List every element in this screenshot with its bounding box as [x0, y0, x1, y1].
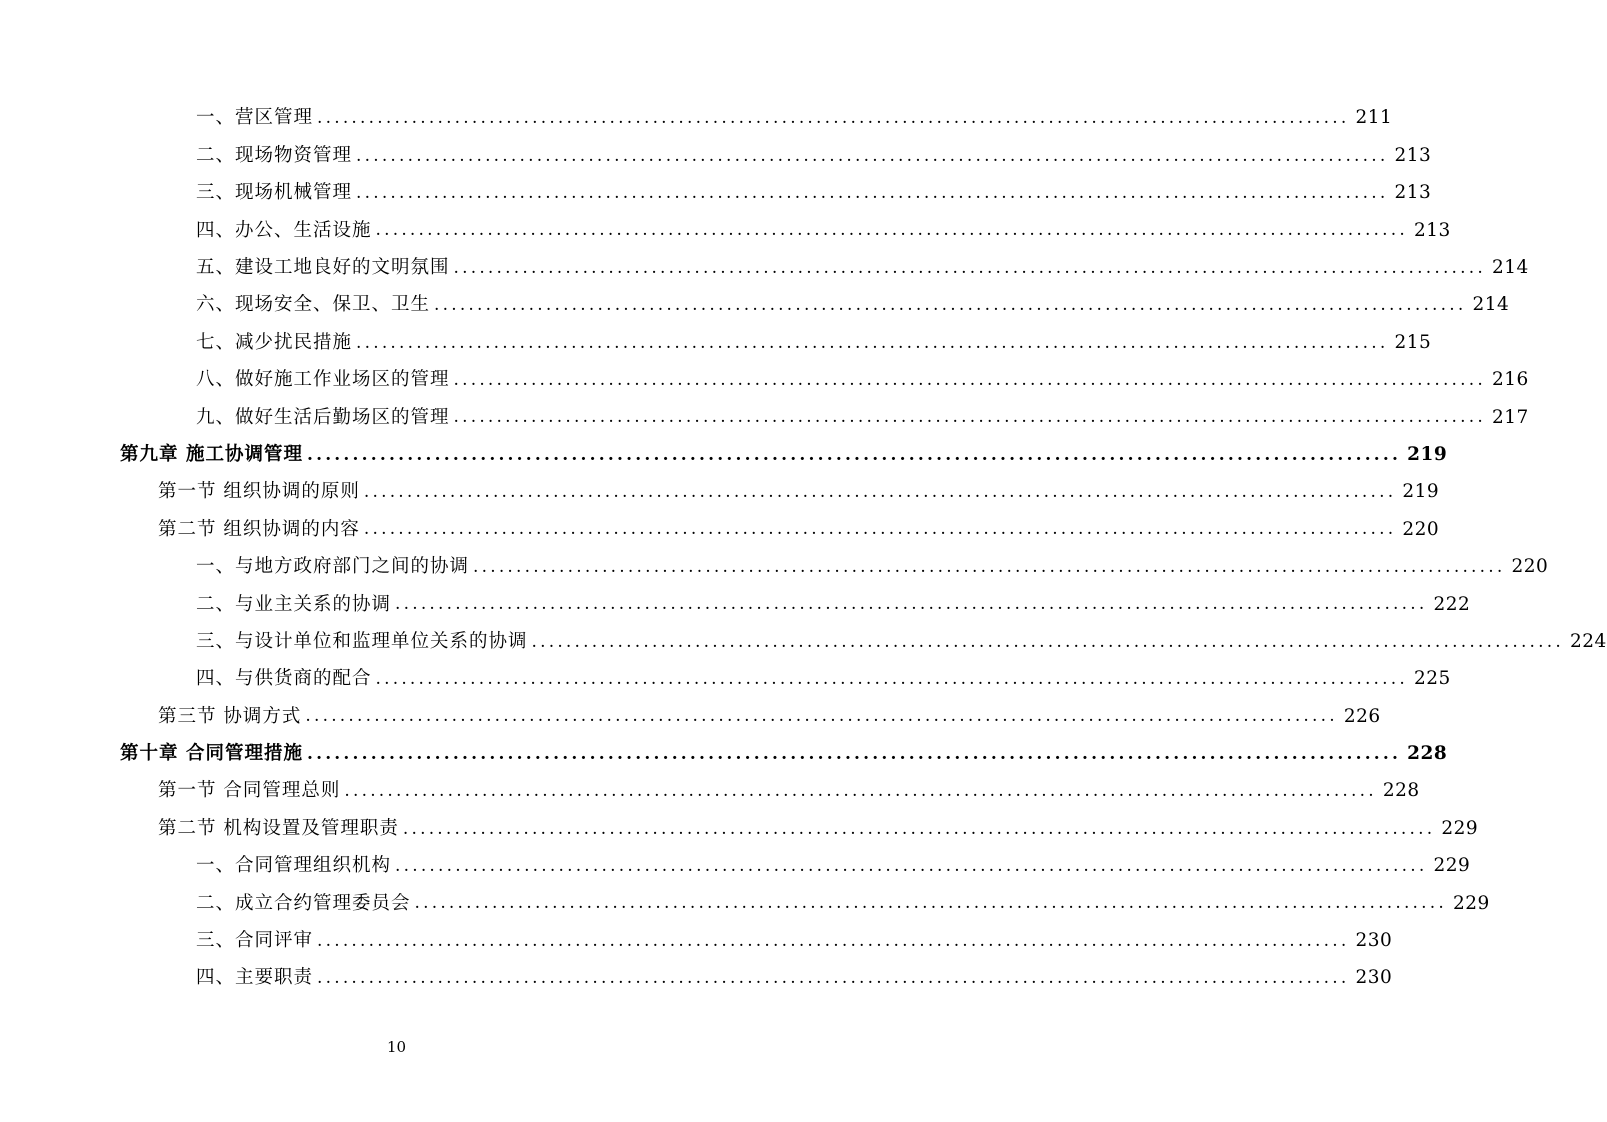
toc-chapter-entry[interactable]	[0, 736, 1448, 773]
toc-entry-page: 220	[1511, 556, 1549, 578]
toc-section-entry[interactable]	[0, 810, 1479, 847]
toc-leader-dots: ........................................................................................................................	[306, 743, 1402, 764]
toc-entry-title: 三、合同评审	[196, 930, 314, 952]
toc-section-entry[interactable]	[0, 511, 1440, 548]
toc-entry[interactable]	[0, 362, 1529, 399]
page-number: 10	[386, 1038, 407, 1056]
toc-entry-page: 222	[1433, 593, 1471, 615]
toc-entry-title: 七、减少扰民措施	[196, 331, 353, 353]
toc-section-entry[interactable]	[0, 698, 1381, 735]
toc-chapter-entry[interactable]	[0, 437, 1448, 474]
toc-leader-dots: ........................................................................................................................	[453, 369, 1486, 390]
toc-entry[interactable]	[0, 100, 1393, 137]
toc-leader-dots: ........................................................................................................................	[473, 556, 1506, 577]
toc-section-entry[interactable]	[0, 773, 1420, 810]
toc-entry[interactable]	[0, 586, 1471, 623]
toc-entry[interactable]	[0, 549, 1549, 586]
toc-leader-dots: ........................................................................................................................	[453, 257, 1486, 278]
toc-entry-page: 229	[1433, 855, 1471, 877]
toc-entry-page: 229	[1452, 892, 1490, 914]
toc-entry-page: 230	[1355, 930, 1393, 952]
toc-entry-title: 一、营区管理	[196, 107, 314, 129]
toc-leader-dots: ........................................................................................................................	[395, 594, 1428, 615]
toc-entry-title: 二、与业主关系的协调	[196, 593, 392, 615]
toc-entry-title: 三、现场机械管理	[196, 182, 353, 204]
toc-leader-dots: ........................................................................................................................	[344, 781, 1377, 802]
toc-entry-title: 三、与设计单位和监理单位关系的协调	[196, 630, 528, 652]
toc-entry-title: 第二节 组织协调的内容	[158, 518, 360, 540]
toc-entry-page: 217	[1491, 406, 1529, 428]
toc-entry[interactable]	[0, 923, 1393, 960]
toc-entry-page: 213	[1394, 144, 1432, 166]
toc-entry[interactable]	[0, 399, 1529, 436]
toc-entry-page: 214	[1491, 257, 1529, 278]
toc-entry-title: 第九章 施工协调管理	[120, 443, 303, 465]
toc-leader-dots: ........................................................................................................................	[375, 669, 1408, 690]
toc-entry-title: 四、与供货商的配合	[196, 668, 372, 690]
toc-leader-dots: ........................................................................................................................	[356, 145, 1389, 166]
toc-entry-title: 第十章 合同管理措施	[120, 743, 303, 765]
toc-entry[interactable]	[0, 848, 1471, 885]
toc-entry[interactable]	[0, 960, 1393, 997]
toc-entry[interactable]	[0, 885, 1490, 922]
toc-leader-dots: ........................................................................................................................	[305, 706, 1338, 727]
toc-leader-dots: ........................................................................................................................	[453, 407, 1486, 428]
toc-leader-dots: ........................................................................................................................	[531, 631, 1564, 652]
toc-entry-page: 213	[1413, 219, 1451, 241]
toc-leader-dots: ........................................................................................................................	[434, 295, 1467, 316]
toc-entry-page: 220	[1402, 518, 1440, 540]
toc-entry-page: 214	[1472, 294, 1510, 316]
toc-entry-page: 215	[1394, 331, 1432, 353]
toc-entry[interactable]	[0, 137, 1432, 174]
toc-leader-dots: ........................................................................................................................	[317, 108, 1350, 129]
toc-leader-dots: ........................................................................................................................	[356, 182, 1389, 203]
toc-entry[interactable]	[0, 212, 1451, 249]
toc-entry-page: 219	[1402, 481, 1440, 503]
toc-entry-title: 一、与地方政府部门之间的协调	[196, 556, 470, 578]
toc-entry[interactable]	[0, 250, 1529, 287]
toc-entry-page: 224	[1569, 630, 1607, 652]
toc-entry-title: 五、建设工地良好的文明氛围	[196, 257, 450, 278]
toc-leader-dots: ........................................................................................................................	[414, 893, 1447, 914]
toc-entry-page: 226	[1343, 705, 1381, 727]
toc-entry-title: 六、现场安全、保卫、卫生	[196, 294, 431, 316]
toc-leader-dots: ........................................................................................................................	[395, 856, 1428, 876]
toc-entry[interactable]	[0, 175, 1432, 212]
toc-entry-title: 第三节 协调方式	[158, 705, 302, 727]
toc-entry-title: 四、办公、生活设施	[196, 219, 372, 241]
toc-leader-dots: ........................................................................................................................	[375, 220, 1408, 241]
toc-entry-title: 第二节 机构设置及管理职责	[158, 817, 399, 839]
toc-leader-dots: ........................................................................................................................	[317, 968, 1350, 989]
toc-entry-title: 第一节 组织协调的原则	[158, 481, 360, 503]
toc-entry-title: 一、合同管理组织机构	[196, 855, 392, 877]
toc-entry-page: 219	[1407, 443, 1448, 465]
toc-entry-page: 230	[1355, 967, 1393, 989]
toc-leader-dots: ........................................................................................................................	[363, 482, 1397, 503]
toc-entry-page: 211	[1355, 107, 1393, 129]
toc-entry-page: 225	[1413, 668, 1451, 690]
toc-entry-title: 九、做好生活后勤场区的管理	[196, 406, 450, 428]
toc-entry-page: 228	[1407, 743, 1448, 765]
toc-leader-dots: ........................................................................................................................	[402, 818, 1436, 839]
toc-entry[interactable]	[0, 324, 1432, 361]
toc-entry-title: 二、成立合约管理委员会	[196, 892, 411, 914]
toc-entry-title: 八、做好施工作业场区的管理	[196, 369, 450, 391]
toc-section-entry[interactable]	[0, 474, 1440, 511]
toc-entry-title: 第一节 合同管理总则	[158, 780, 341, 802]
toc-entry[interactable]	[0, 623, 1607, 660]
toc-entry-page: 229	[1441, 817, 1479, 839]
toc-leader-dots: ........................................................................................................................	[363, 519, 1397, 540]
toc-leader-dots: ........................................................................................................................	[317, 930, 1350, 951]
toc-entry-page: 216	[1491, 369, 1529, 391]
toc-entry-page: 228	[1382, 780, 1420, 802]
toc-entry-title: 四、主要职责	[196, 967, 314, 989]
toc-leader-dots: ........................................................................................................................	[306, 444, 1402, 465]
toc-entry[interactable]	[0, 287, 1510, 324]
toc-entry-title: 二、现场物资管理	[196, 144, 353, 166]
toc-entry[interactable]	[0, 661, 1451, 698]
table-of-contents	[0, 100, 1607, 997]
toc-leader-dots: ........................................................................................................................	[356, 332, 1389, 353]
toc-entry-page: 213	[1394, 182, 1432, 204]
